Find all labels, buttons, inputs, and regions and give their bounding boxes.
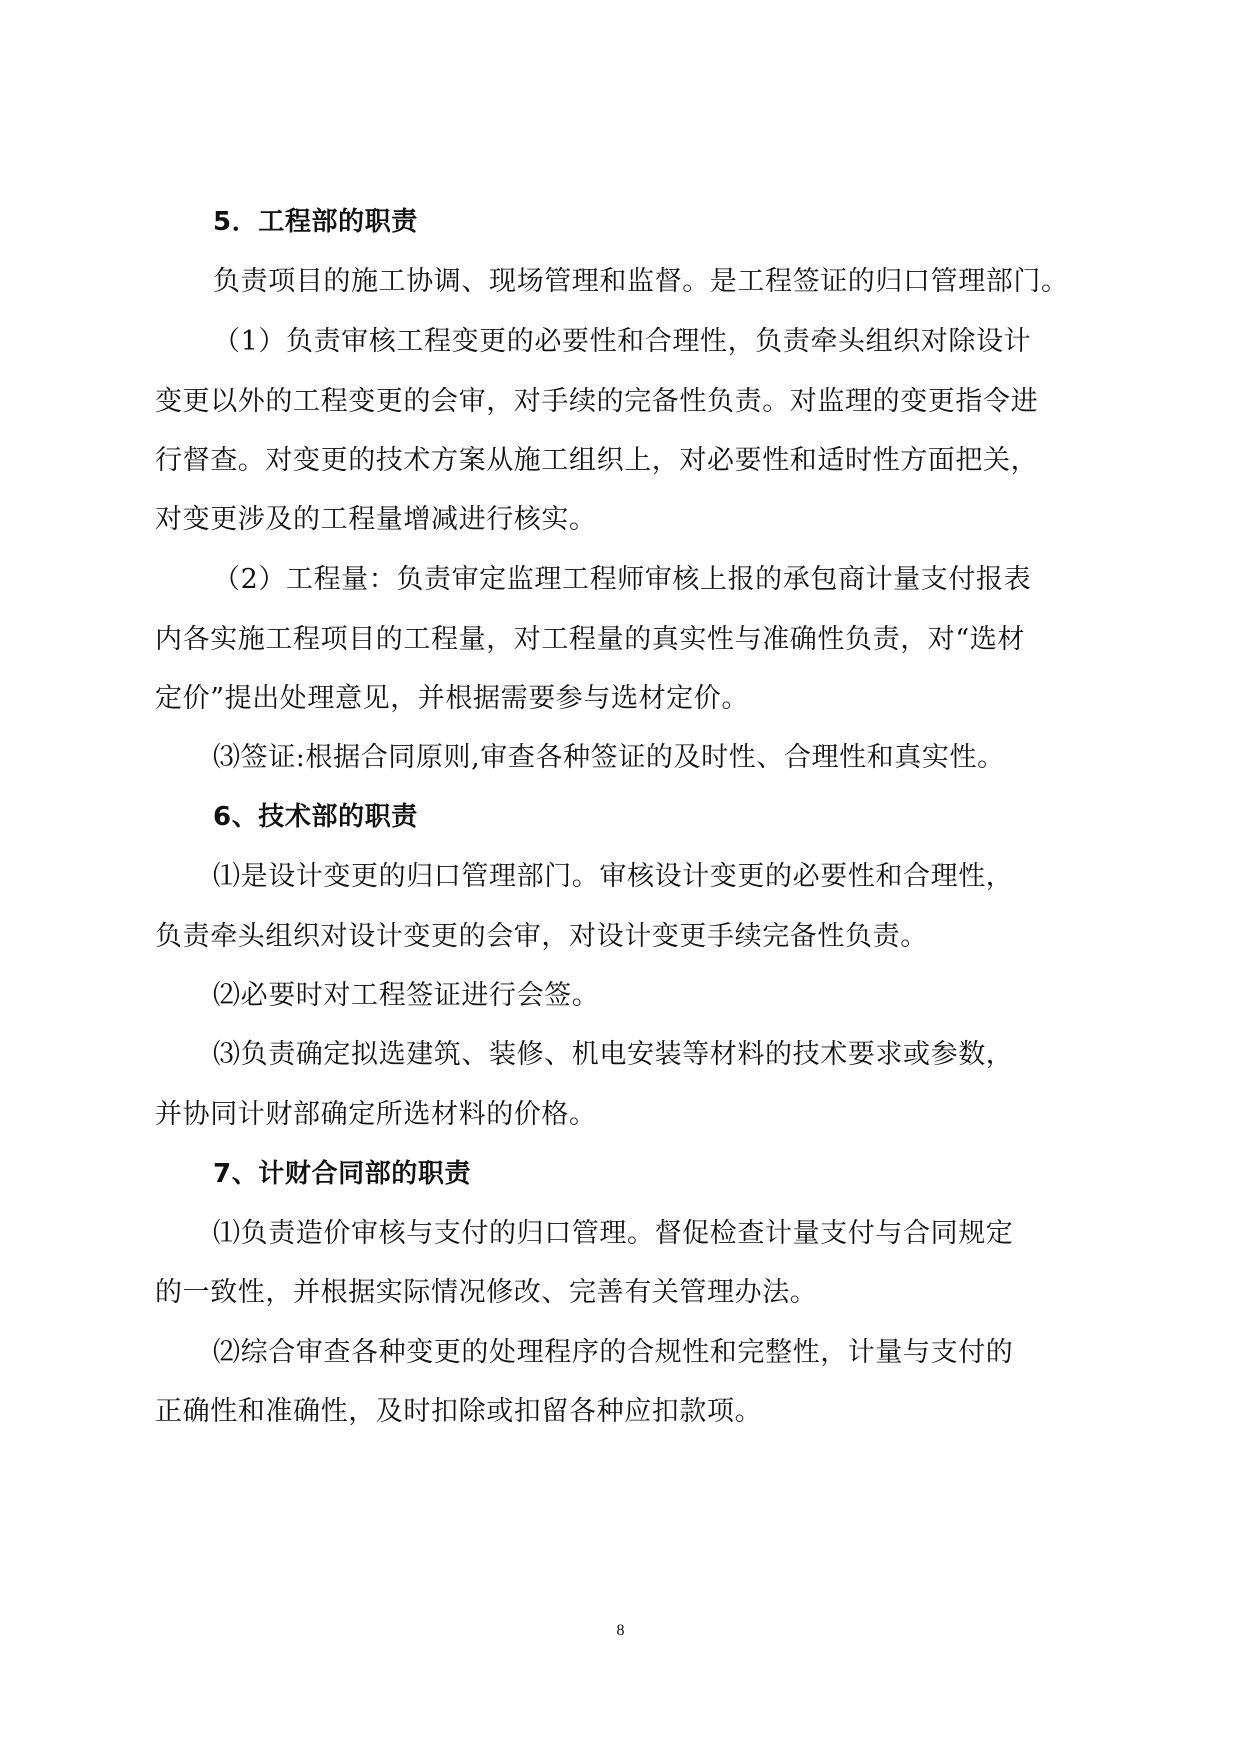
- paragraph-line: （2）工程量：负责审定监理工程师审核上报的承包商计量支付报表: [213, 564, 1032, 595]
- paragraph-line: 定价”提出处理意见，并根据需要参与选材定价。: [155, 683, 750, 714]
- paragraph-line: 变更以外的工程变更的会审，对手续的完备性负责。对监理的变更指令进: [155, 386, 1039, 417]
- section-heading-6: 6、技术部的职责: [213, 802, 418, 832]
- paragraph-line: 负责项目的施工协调、现场管理和监督。是工程签证的归口管理部门。: [213, 266, 1069, 297]
- paragraph-line: ⑶负责确定拟选建筑、装修、机电安装等材料的技术要求或参数，: [213, 1039, 1014, 1070]
- section-heading-7: 7、计财合同部的职责: [213, 1159, 472, 1189]
- paragraph-line: ⑵必要时对工程签证进行会签。: [213, 980, 600, 1011]
- paragraph-line: ⑴是设计变更的归口管理部门。审核设计变更的必要性和合理性，: [213, 861, 1014, 892]
- page-number: 8: [616, 1622, 625, 1639]
- paragraph-line: 行督查。对变更的技术方案从施工组织上，对必要性和适时性方面把关，: [155, 445, 1039, 476]
- paragraph-line: 对变更涉及的工程量增减进行核实。: [155, 504, 597, 535]
- paragraph-line: ⑶签证:根据合同原则,审查各种签证的及时性、合理性和真实性。: [213, 742, 1005, 773]
- paragraph-line: （1）负责审核工程变更的必要性和合理性，负责牵头组织对除设计: [213, 326, 1032, 357]
- paragraph-line: 正确性和准确性，及时扣除或扣留各种应扣款项。: [155, 1396, 763, 1427]
- section-heading-5: 5．工程部的职责: [213, 207, 418, 237]
- paragraph-line: 并协同计财部确定所选材料的价格。: [155, 1099, 597, 1130]
- paragraph-line: ⑴负责造价审核与支付的归口管理。督促检查计量支付与合同规定: [213, 1218, 1014, 1249]
- paragraph-line: ⑵综合审查各种变更的处理程序的合规性和完整性，计量与支付的: [213, 1337, 1014, 1368]
- paragraph-line: 的一致性，并根据实际情况修改、完善有关管理办法。: [155, 1277, 818, 1308]
- paragraph-line: 负责牵头组织对设计变更的会审，对设计变更手续完备性负责。: [155, 921, 928, 952]
- paragraph-line: 内各实施工程项目的工程量，对工程量的真实性与准确性负责，对“选材: [155, 624, 1026, 655]
